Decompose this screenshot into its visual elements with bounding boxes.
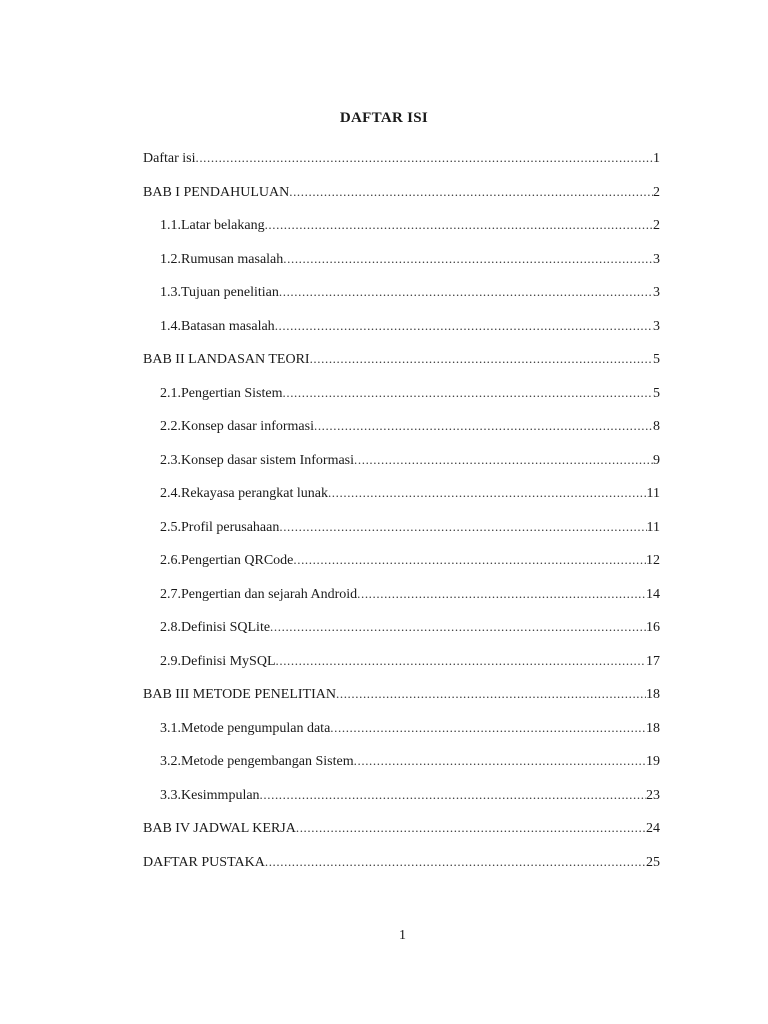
toc-entry-label: DAFTAR PUSTAKA: [143, 854, 265, 870]
toc-entry-label: Batasan masalah: [181, 318, 275, 334]
toc-entry-page-number: 11: [646, 519, 660, 535]
toc-subsection-entry: [143, 751, 660, 785]
dot-leader: [270, 617, 646, 637]
toc-entry-number: 2.7.: [160, 586, 181, 602]
dot-leader: [276, 651, 647, 671]
toc-entry-page-number: 24: [646, 821, 660, 836]
toc-entry-page-number: 3: [653, 285, 660, 300]
toc-entry-page-number: 18: [646, 687, 660, 702]
toc-entry-page-number: 9: [653, 452, 660, 468]
toc-entry-label: Rumusan masalah: [181, 251, 284, 267]
toc-subsection-entry: [143, 316, 660, 350]
dot-leader: [283, 383, 654, 403]
dot-leader: [354, 751, 646, 771]
dot-leader: [357, 584, 646, 604]
toc-entry-page-number: 2: [653, 184, 660, 200]
toc-entry-label: Konsep dasar sistem Informasi: [181, 452, 355, 468]
table-of-contents: [143, 148, 660, 885]
toc-entry-page-number: 8: [653, 419, 660, 434]
toc-entry-label: BAB I PENDAHULUAN: [143, 184, 290, 200]
toc-entry-label: Daftar isi: [143, 151, 196, 166]
toc-chapter-entry: [143, 684, 660, 718]
toc-entry-page-number: 12: [646, 553, 660, 568]
dot-leader: [260, 785, 646, 805]
toc-entry-label: Profil perusahaan: [181, 519, 280, 535]
dot-leader: [328, 483, 647, 503]
dot-leader: [336, 684, 646, 704]
page-number-footer: 1: [399, 928, 406, 943]
toc-entry-label: Kesimmpulan: [181, 787, 260, 803]
dot-leader: [296, 818, 646, 838]
toc-entry-page-number: 11: [646, 486, 660, 501]
dot-leader: [330, 718, 646, 738]
toc-subsection-entry: [143, 550, 660, 584]
toc-entry-label: BAB III METODE PENELITIAN: [143, 687, 336, 702]
toc-entry-label: Definisi SQLite: [181, 620, 271, 635]
toc-entry-number: 1.1.: [160, 218, 181, 233]
toc-entry-label: Metode pengembangan Sistem: [181, 754, 354, 769]
dot-leader: [279, 282, 653, 302]
toc-entry-page-number: 1: [653, 151, 660, 166]
toc-entry-page-number: 14: [646, 586, 660, 602]
dot-leader: [279, 517, 646, 537]
toc-subsection-entry: [143, 651, 660, 685]
toc-subsection-entry: [143, 450, 660, 484]
toc-entry-label: Metode pengumpulan data: [181, 720, 331, 736]
toc-entry-page-number: 17: [646, 653, 660, 669]
document-title: DAFTAR ISI: [339, 110, 429, 126]
toc-entry-number: 3.3.: [160, 787, 181, 803]
dot-leader: [265, 215, 653, 235]
toc-entry-label: BAB II LANDASAN TEORI: [143, 352, 310, 367]
toc-subsection-entry: [143, 215, 660, 249]
toc-subsection-entry: [143, 785, 660, 819]
dot-leader: [195, 148, 653, 168]
toc-entry-number: 2.9.: [160, 653, 181, 669]
toc-subsection-entry: [143, 383, 660, 417]
toc-entry-page-number: 5: [653, 352, 660, 367]
toc-entry-number: 2.8.: [160, 620, 181, 635]
dot-leader: [354, 450, 653, 470]
toc-subsection-entry: [143, 718, 660, 752]
toc-entry-label: Latar belakang: [181, 218, 265, 233]
toc-entry-label: Pengertian Sistem: [181, 385, 283, 401]
toc-entry-label: BAB IV JADWAL KERJA: [143, 821, 296, 836]
dot-leader: [310, 349, 653, 369]
toc-entry-number: 2.2.: [160, 419, 181, 434]
toc-entry-label: Definisi MySQL: [181, 653, 276, 669]
toc-entry-number: 2.3.: [160, 452, 181, 468]
toc-chapter-entry: [143, 852, 660, 886]
toc-entry-page-number: 16: [646, 620, 660, 635]
toc-entry-number: 1.3.: [160, 285, 181, 300]
toc-subsection-entry: [143, 282, 660, 316]
toc-chapter-entry: [143, 148, 660, 182]
toc-chapter-entry: [143, 818, 660, 852]
toc-entry-number: 2.1.: [160, 385, 181, 401]
dot-leader: [293, 550, 646, 570]
dot-leader: [275, 316, 653, 336]
toc-entry-number: 2.4.: [160, 486, 181, 501]
toc-subsection-entry: [143, 617, 660, 651]
toc-chapter-entry: [143, 349, 660, 383]
toc-subsection-entry: [143, 584, 660, 618]
toc-subsection-entry: [143, 517, 660, 551]
toc-entry-page-number: 23: [646, 787, 660, 803]
toc-entry-number: 1.2.: [160, 251, 181, 267]
dot-leader: [314, 416, 653, 436]
toc-entry-number: 2.6.: [160, 553, 181, 568]
toc-entry-number: 3.2.: [160, 754, 181, 769]
toc-subsection-entry: [143, 483, 660, 517]
toc-entry-page-number: 2: [653, 218, 660, 233]
toc-entry-label: Konsep dasar informasi: [181, 419, 314, 434]
toc-entry-number: 3.1.: [160, 720, 181, 736]
toc-entry-page-number: 19: [646, 754, 660, 769]
toc-entry-page-number: 3: [653, 318, 660, 334]
dot-leader: [289, 182, 653, 202]
toc-entry-label: Tujuan penelitian: [181, 285, 279, 300]
toc-subsection-entry: [143, 249, 660, 283]
toc-subsection-entry: [143, 416, 660, 450]
dot-leader: [283, 249, 653, 269]
toc-entry-page-number: 18: [646, 720, 660, 736]
toc-entry-number: 2.5.: [160, 519, 181, 535]
toc-entry-label: Pengertian QRCode: [181, 553, 294, 568]
toc-entry-page-number: 5: [653, 385, 660, 401]
toc-entry-page-number: 3: [653, 251, 660, 267]
toc-entry-label: Pengertian dan sejarah Android: [181, 586, 358, 602]
toc-chapter-entry: [143, 182, 660, 216]
toc-entry-number: 1.4.: [160, 318, 181, 334]
toc-entry-page-number: 25: [646, 854, 660, 870]
dot-leader: [265, 852, 646, 872]
toc-entry-label: Rekayasa perangkat lunak: [181, 486, 328, 501]
